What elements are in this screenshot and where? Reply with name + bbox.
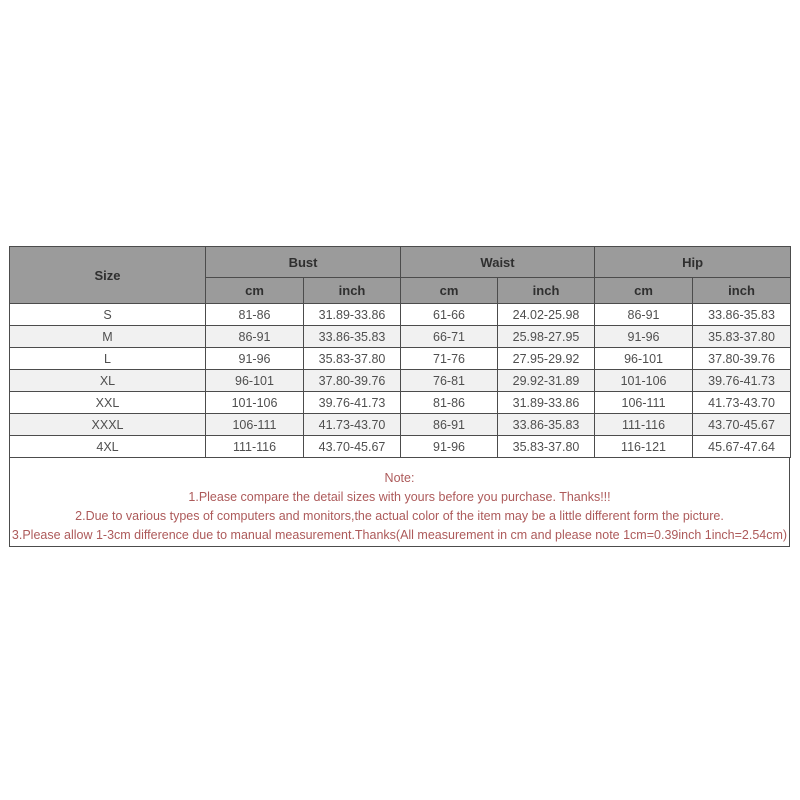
table-row bbox=[10, 392, 791, 414]
table-cell: 43.70-45.67 bbox=[693, 414, 791, 436]
waist-cm-header: cm bbox=[401, 278, 498, 304]
bust-column-header: Bust bbox=[206, 247, 401, 278]
table-cell: 66-71 bbox=[401, 326, 498, 348]
size-table bbox=[9, 246, 791, 458]
table-cell: S bbox=[10, 304, 206, 326]
table-cell: 27.95-29.92 bbox=[498, 348, 595, 370]
size-chart-box bbox=[9, 246, 790, 547]
table-cell: 76-81 bbox=[401, 370, 498, 392]
table-row bbox=[10, 348, 791, 370]
table-cell: 111-116 bbox=[595, 414, 693, 436]
table-cell: 86-91 bbox=[595, 304, 693, 326]
table-cell: 86-91 bbox=[401, 414, 498, 436]
note-line-3: 3.Please allow 1-3cm difference due to manual measurement.Thanks(All measurement in cm and please note 1cm=0.39inch 1inch=2.54cm) bbox=[11, 528, 788, 542]
table-cell: L bbox=[10, 348, 206, 370]
bust-cm-header: cm bbox=[206, 278, 304, 304]
table-cell: 86-91 bbox=[206, 326, 304, 348]
notes-section bbox=[9, 458, 790, 547]
table-cell: 33.86-35.83 bbox=[304, 326, 401, 348]
note-line-1: 1.Please compare the detail sizes with yours before you purchase. Thanks!!! bbox=[188, 490, 611, 504]
table-cell: 35.83-37.80 bbox=[498, 436, 595, 458]
hip-inch-header: inch bbox=[693, 278, 791, 304]
table-cell: 24.02-25.98 bbox=[498, 304, 595, 326]
table-cell: 29.92-31.89 bbox=[498, 370, 595, 392]
table-cell: XXXL bbox=[10, 414, 206, 436]
table-cell: 31.89-33.86 bbox=[498, 392, 595, 414]
table-cell: 35.83-37.80 bbox=[693, 326, 791, 348]
table-cell: 106-111 bbox=[206, 414, 304, 436]
table-cell: 31.89-33.86 bbox=[304, 304, 401, 326]
table-cell: 91-96 bbox=[595, 326, 693, 348]
table-cell: 35.83-37.80 bbox=[304, 348, 401, 370]
table-cell: 33.86-35.83 bbox=[693, 304, 791, 326]
table-cell: 91-96 bbox=[206, 348, 304, 370]
note-line-2: 2.Due to various types of computers and monitors,the actual color of the item may be a little different form the picture. bbox=[75, 509, 724, 523]
table-cell: 37.80-39.76 bbox=[304, 370, 401, 392]
table-cell: 39.76-41.73 bbox=[304, 392, 401, 414]
bust-inch-header: inch bbox=[304, 278, 401, 304]
table-row bbox=[10, 436, 791, 458]
table-cell: 39.76-41.73 bbox=[693, 370, 791, 392]
table-row bbox=[10, 370, 791, 392]
table-cell: 33.86-35.83 bbox=[498, 414, 595, 436]
table-cell: 101-106 bbox=[206, 392, 304, 414]
waist-inch-header: inch bbox=[498, 278, 595, 304]
table-cell: M bbox=[10, 326, 206, 348]
header-group-row bbox=[10, 247, 791, 278]
table-cell: 45.67-47.64 bbox=[693, 436, 791, 458]
table-cell: 101-106 bbox=[595, 370, 693, 392]
hip-cm-header: cm bbox=[595, 278, 693, 304]
table-cell: 41.73-43.70 bbox=[693, 392, 791, 414]
table-cell: 61-66 bbox=[401, 304, 498, 326]
waist-column-header: Waist bbox=[401, 247, 595, 278]
hip-column-header: Hip bbox=[595, 247, 791, 278]
table-cell: 96-101 bbox=[206, 370, 304, 392]
table-cell: 81-86 bbox=[206, 304, 304, 326]
table-cell: 43.70-45.67 bbox=[304, 436, 401, 458]
table-cell: 111-116 bbox=[206, 436, 304, 458]
table-cell: 96-101 bbox=[595, 348, 693, 370]
table-cell: 25.98-27.95 bbox=[498, 326, 595, 348]
table-cell: 91-96 bbox=[401, 436, 498, 458]
table-cell: XXL bbox=[10, 392, 206, 414]
table-cell: 41.73-43.70 bbox=[304, 414, 401, 436]
table-cell: 116-121 bbox=[595, 436, 693, 458]
size-table-header bbox=[10, 247, 791, 304]
table-cell: 106-111 bbox=[595, 392, 693, 414]
table-cell: 37.80-39.76 bbox=[693, 348, 791, 370]
table-row bbox=[10, 304, 791, 326]
table-row bbox=[10, 414, 791, 436]
size-table-body bbox=[10, 304, 791, 458]
table-cell: 71-76 bbox=[401, 348, 498, 370]
table-row bbox=[10, 326, 791, 348]
table-cell: XL bbox=[10, 370, 206, 392]
notes-title: Note: bbox=[384, 471, 415, 485]
table-cell: 4XL bbox=[10, 436, 206, 458]
table-cell: 81-86 bbox=[401, 392, 498, 414]
size-column-header: Size bbox=[10, 247, 206, 304]
